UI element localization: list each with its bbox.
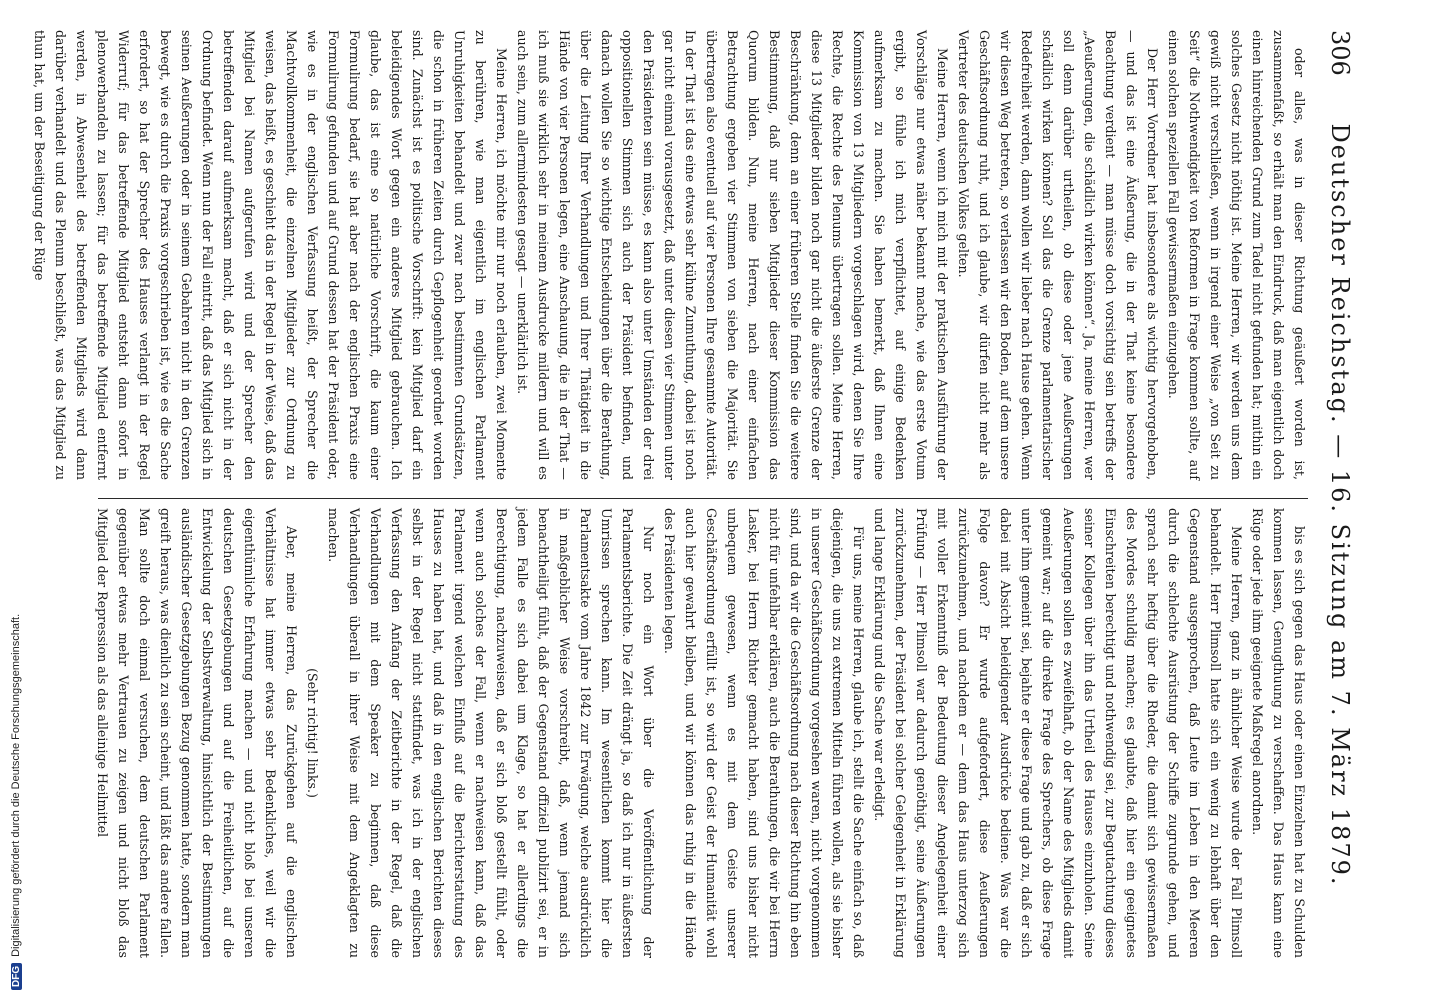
rotated-page (32, 30, 1356, 980)
paragraph: Meine Herren, ich möchte mir nur noch erlauben, zwei Momente zu berühren, wie man eigentlich im englischen Parlament Unruhigkeiten behandelt und zwar nach bestimmten Grundsätzen, die schon in früheren Zeiten durch Gepflogenheit geordnet worden sind. Zunächst ist es politische Vorschrift: kein Mitglied darf ein beleidigendes Wort gegen ein anderes Mitglied gebrauchen. Ich glaube, das ist eine so natürliche Vorschrift, die kaum einer Formulirung bedarf, sie hat aber nach der englischen Praxis eine Formulirung gefunden und auf Grund dessen hat der Präsident oder, wie es in der englischen Verfassung heißt, der Sprecher die Machtvollkommenheit, die einzelnen Mitglieder zur Ordnung zu weisen, das heißt, es geschieht das in der Regel in der Weise, daß das Mitglied bei Namen aufgerufen wird und der Sprecher den betreffenden darauf aufmerksam macht, daß er sich nicht in der Ordnung befindet. Wenn nun der Fall eintritt, daß das Mitglied sich in seinen Aeußerungen oder in seinem Gebahren nicht in den Grenzen bewegt, wie es durch die Praxis vorgeschrieben ist, wie es die Sache erfordert, so hat der Sprecher des Hauses verlangt in der Regel Widerruf; für das betreffende Mitglied entsteht dann sofort in plenowerbandeln zu lassen; für das betreffende Mitglied entfernt werden, in Abwesenheit des betreffenden Mitglieds wird dann darüber verhandelt und das Plenum beschließt, was das Mitglied zu thun hat, um der Beseitigung der Rüge (32, 30, 509, 480)
right-column (90, 508, 1310, 958)
page-header (1322, 30, 1356, 980)
paragraph: (Sehr richtig! links.) (305, 668, 320, 798)
column-divider (98, 498, 1308, 499)
digitization-credit (10, 10, 22, 990)
page-title: Deutscher Reichstag. — 16. Sitzung am 7. März 1879. (1326, 123, 1354, 887)
credit-text: Digitalisierung gefördert durch die Deutsche Forschungsgemeinschaft. (10, 613, 22, 957)
dfg-logo: DFG (11, 963, 22, 990)
paragraph: Meine Herren, wenn ich mich mit der praktischen Ausführung der Vorschläge nur etwas näher bekannt mache, wie das erste Votum ergibt, so fühle ich mich verpflichtet, auf einige Bedenken aufmerksam zu machen. Sie haben bemerkt, daß Ihnen eine Kommission von 13 Mitgliedern vorgeschlagen wird, denen Sie Ihre Rechte, die Rechte des Plenums übertragen sollen. Meine Herren, diese 13 Mitglieder bilden noch gar nicht die äußerste Grenze der Beschränkung, denn an einer früheren Stelle finden Sie die weitere Bestimmung, daß nur sieben Mitglieder dieser Kommission das Quorum bilden. Nun, meine Herren, nach einer einfachen Betrachtung ergeben vier Stimmen von sieben die Majorität. Sie übertragen also eventuell auf vier Personen Ihre gesammte Autorität. In der That ist das eine etwas sehr kühne Zumuthung, dabei ist noch gar nicht einmal vorausgesetzt, daß unter diesen vier Stimmen unter den Präsidenten sein müsse, es kann also unter Umständen der drei oppositionellen Stimmen sich auch der Präsident befinden, und danach wollen Sie so wichtige Entscheidungen über die Berathung, über die Leitung Ihrer Verhandlungen und Ihrer Thätigkeit in die Hände von vier Personen legen, eine Anschauung, die in der That — ich muß sie wirklich sehr in meinem Ausdrucke mildern und will es auch sein, zum allermindesten gesagt — unerklärlich ist. (515, 30, 950, 480)
page-number: 306 (1326, 30, 1354, 76)
paragraph: Nur noch ein Wort über die Veröffentlichung der Parlamentsberichte. Die Zeit drängt ja, so daß ich nur in äußersten Umrissen sprechen kann. Im wesentlichen kommt hier die Parlamentsakte vom Jahre 1842 zur Erwägung, welche ausdrücklich in maßgeblicher Weise vorschreibt, daß, wenn jemand sich benachtheiligt fühlt, daß der Gegenstand offiziell publizirt sei, er in jedem Falle es sich dabei um Klage, so hat er allerdings die Berechtigung, nachzuweisen, daß er sich bloß gestellt fühlt, oder wenn auch solches der Fall, wenn er nachweisen kann, daß das Parlament irgend welchen Einfluß auf die Berichterstattung des Hauses zu haben hat, und daß in den englischen Berichten dieses selbst in der Regel nicht stattfindet, was ich in der englischen Verfassung den Anfang der Zeitberichte in der Regel, daß die Verhandlungen mit dem Speaker zu beginnen, daß diese Verhandlungen überall in ihrer Weise mit dem Angeklagten zu machen. (326, 508, 656, 958)
paragraph: bis es sich gegen das Haus oder einen Einzelnen hat zu Schulden kommen lassen, Genugthuung zu verschaffen. Das Haus kann eine Rüge oder jede ihm geeignete Maßregel anordnen. (1250, 508, 1307, 958)
paragraph: Für uns, meine Herren, glaube ich, stellt die Sache einfach so, daß diejenigen, die uns zu extremen Mitteln führen wollen, als sie bisher in unserer Geschäftsordnung vorgesehen waren, nicht vorgenommen sind, und da wir die Geschäftsordnung nach dieser Richtung hin eben nicht für unfehlbar erklären, auch die Berathungen, die wir bei Herrn Lasker, bei Herrn Richter gemacht haben, sind uns bisher nicht unbequem gewesen, wenn es mit dem Geiste unserer Geschäftsordnung erfüllt ist, so wird der Geist der Humanität wohl auch hier gewahrt bleiben, und wir können das ruhig in die Hände des Präsidenten legen. (662, 508, 866, 958)
paragraph: Aber, meine Herren, das Zurückgehen auf die englischen Verhältnisse hat immer etwas sehr Bedenkliches, weil wir die eigenthümliche Erfahrung machen — und nicht bloß bei unseren deutschen Gesetzgebungen und auf die Freiheitlichen, auf die Entwickelung der Selbstverwaltung, hinsichtlich der Bestimmungen ausländischer Gesetzgebungen Bezug genommen hatte, sondern man greift heraus, was dienlich zu sein scheint, und läßt das andere fallen. Man sollte doch einmal versuchen, dem deutschen Parlament gegenüber etwas mehr Vertrauen zu zeigen und nicht bloß das Mitglied der Repression als das alleinige Heilmittel (95, 508, 299, 958)
paragraph: oder alles, was in dieser Richtung geäußert worden ist, zusammenfaßt, so erhält man den Eindruck, daß man eigentlich doch einen hinreichenden Grund zum Tadel nicht gefunden hat; mithin ein solches Gesetz nicht nöthig ist. Meine Herren, wir werden uns dem gewiß nicht verschließen, wenn in irgend einer Weise „von Seit zu Seit“ die Nothwendigkeit von Reformen in Frage kommen sollte, auf einen solchen speziellen Fall gewissermaßen einzugehen. (1166, 30, 1307, 480)
paragraph: Der Herr Vorredner hat insbesondere als wichtig hervorgehoben, — und das ist eine Äußerung, die in der That keine besondere Beachtung verdient — man müsse doch vorsichtig sein betreffs der „Aeußerungen, die schädlich wirken können“. Ja, meine Herren, wer soll denn darüber urtheilen, ob diese oder jene Aeußerungen schädlich wirken können? Soll das die Grenze parlamentarischer Redefreiheit werden, dann wollen wir lieber nach Hause gehen. Wenn wir diesen Weg betreten, so verlassen wir den Boden, auf dem unsere Geschäftsordnung ruht, und ich glaube, wir dürfen nicht mehr als Vertreter des deutschen Volkes gelten. (956, 30, 1160, 480)
paragraph: Meine Herren, ganz in ähnlicher Weise wurde der Fall Plimsoll behandelt. Herr Plimsoll hatte sich ein wenig zu lebhaft über den Gegenstand ausgesprochen, daß Leute im Leben in den Meeren durch die schlechte Ausrüstung der Schiffe zugrunde gehen, und sprach sehr heftig über die Rheder, die damit sich gewissermaßen des Mordes schuldig machen; es glaubte, daß hier ein geeignetes Einschreiten berechtigt und nothwendig sei, zur Begutachtung dieses seiner Kollegen über ihn das Urtheil des Hauses einzuholen. Seine Aeußerungen sollen es zweifelhaft, ob der Name des Mitglieds damit gemeint war; auf die direkte Frage des Sprechers, ob diese Frage unter ihm gemeint sei, bejahte er diese Frage und gab zu, daß er sich dabei mit Absicht beleidigender Ausdrücke bediene. Was war die Folge davon? Er wurde aufgefordert, diese Aeußerungen zurückzunehmen, und nachdem er — denn das Haus unterzog sich mit voller Erkenntniß der Bedeutung dieser Angelegenheit einer Prüfung — Herr Plimsoll war dadurch genöthigt, seine Äußerungen zurückzunehmen, der Präsident bei solcher Gelegenheit in Erklärung und lange Erklärung und die Sache war erledigt. (872, 508, 1244, 958)
left-column (32, 30, 1310, 480)
